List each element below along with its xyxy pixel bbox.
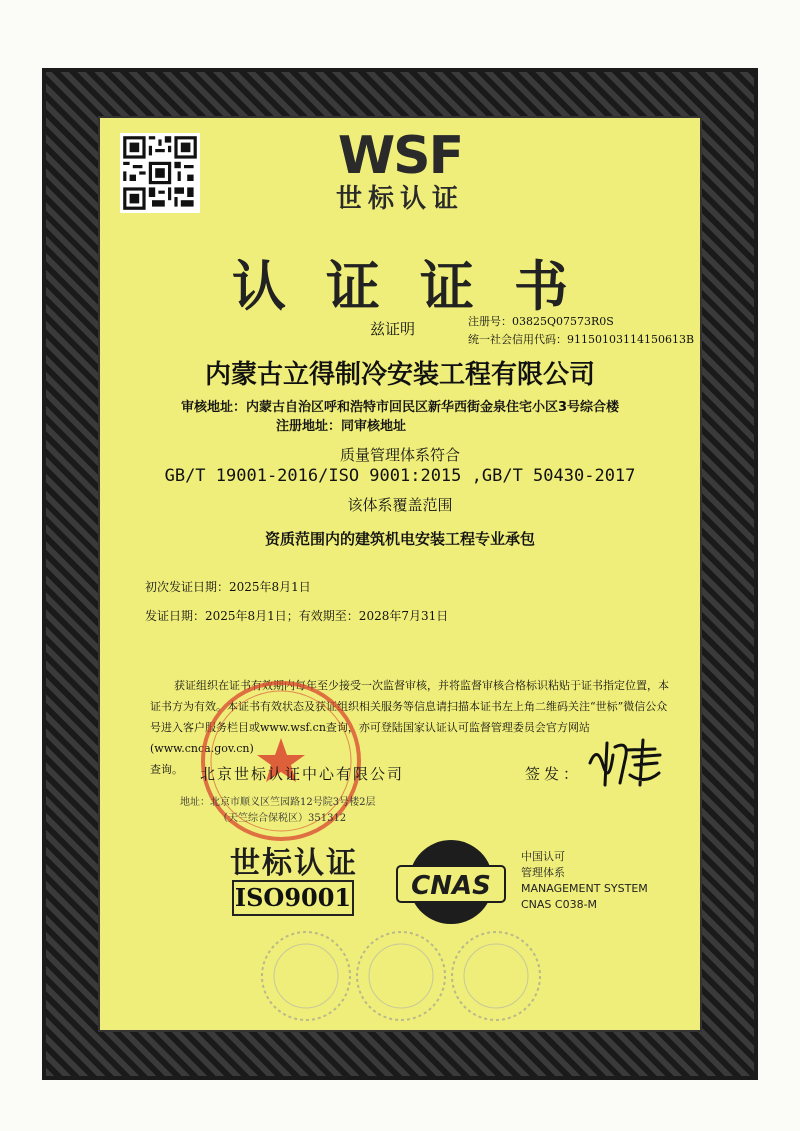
- cnas-logo-text: CNAS: [411, 871, 491, 901]
- audit-address: 审核地址：内蒙古自治区呼和浩特市回民区新华西街金泉住宅小区3号综合楼: [180, 400, 620, 415]
- certificate-title: 认证证书: [232, 255, 608, 318]
- cnas-text: [521, 849, 648, 913]
- audit-stamp-icon: [258, 928, 354, 1024]
- qr-code-icon[interactable]: [120, 133, 200, 213]
- audit-stamp-icon: [353, 928, 449, 1024]
- cnas-logo-shape: [395, 836, 507, 926]
- hereby-label: 兹证明: [370, 320, 416, 338]
- issuer-address: [180, 795, 375, 827]
- address-block: [0, 398, 800, 436]
- audit-stamp-icon: [448, 928, 544, 1024]
- scope-label: 该体系覆盖范围: [347, 496, 453, 514]
- issuer-name: 北京世标认证中心有限公司: [200, 765, 405, 783]
- cnas-logo-icon: [395, 836, 507, 926]
- scope: 资质范围内的建筑机电安装工程专业承包: [264, 530, 535, 548]
- note-line: 证书方为有效。本证书有效状态及获证组织相关服务等信息请扫描本证书左上角二维码关注“世标”微信公众: [150, 700, 668, 713]
- company-name: 内蒙古立得制冷安装工程有限公司: [204, 360, 595, 390]
- registration-number: 注册号：03825Q07573R0S: [468, 315, 614, 328]
- credit-code: 统一社会信用代码：91150103114150613B: [468, 333, 695, 346]
- iso-badge: ISO9001: [232, 880, 354, 916]
- dates-block: [145, 573, 448, 631]
- issue-validity-date: 发证日期：2025年8月1日；有效期至：2028年7月31日: [145, 609, 449, 623]
- cnas-line: MANAGEMENT SYSTEM: [521, 882, 648, 895]
- issuer-address-line: （天竺综合保税区）351312: [218, 813, 347, 824]
- cnas-line: 管理体系: [521, 866, 565, 879]
- standard-label: 质量管理体系符合: [339, 446, 460, 464]
- registered-address: 注册地址：同审核地址: [275, 419, 406, 434]
- signature-icon: [585, 735, 665, 790]
- note-line: 查询。: [150, 763, 183, 776]
- first-issue-date: 初次发证日期：2025年8月1日: [145, 580, 311, 594]
- note-line: 号进入客户服务栏目或www.wsf.cn查询，亦可登陆国家认证认可监督管理委员会官方网站(www.cnca.gov.cn): [150, 721, 590, 755]
- note-line: 获证组织在证书有效期内每年至少接受一次监督审核，并将监督审核合格标识粘贴于证书指定位置，本: [174, 679, 669, 692]
- cnas-line: 中国认可: [521, 850, 565, 863]
- issuer-address-line: 地址：北京市顺义区竺园路12号院3号楼2层: [180, 797, 376, 808]
- wsf-logo: [326, 128, 474, 218]
- iso-mark-title: 世标认证: [230, 846, 358, 881]
- cnas-line: CNAS C038-M: [521, 898, 598, 911]
- registration-info: [468, 313, 694, 349]
- sign-label: 签发：: [525, 765, 583, 783]
- logo-text: WSF: [337, 126, 463, 186]
- logo-subtext: 世标认证: [335, 184, 464, 214]
- standards: GB/T 19001-2016/ISO 9001:2015 ,GB/T 50430-2017: [164, 466, 636, 486]
